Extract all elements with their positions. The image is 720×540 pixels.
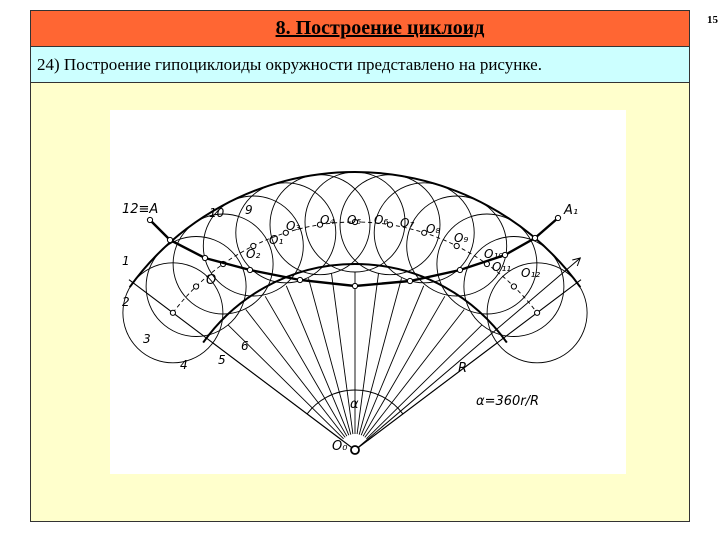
label-center-big: O₀ [332,439,348,454]
radial-ray [309,278,351,434]
label-mark-9: 9 [245,203,253,217]
center-point [170,310,175,315]
radius-line [355,258,580,450]
curve-point [352,283,357,288]
curve-point [532,235,537,240]
label-center-o3: O₃ [286,219,301,233]
label-center-o10: O₁₀ [484,247,504,261]
curve-point [202,255,207,260]
center-point [511,284,516,289]
label-center-o5: O₅ [347,213,362,227]
label-mark-6: 6 [241,339,249,353]
hypocycloid-drawing [110,110,626,474]
center-point [194,284,199,289]
label-center-o6: O₆ [374,213,389,227]
title-bar [31,11,689,47]
curve-point [147,217,152,222]
curve-point [247,267,252,272]
label-mark-1: 1 [122,254,130,268]
radial-ray [365,310,464,438]
label-center-o7: O₇ [400,216,415,230]
label-mark-3: 3 [143,332,151,346]
curve-point [457,267,462,272]
radial-ray [357,274,378,435]
label-center-o12: O₁₂ [521,266,541,280]
label-center-o4: O₄ [320,213,335,227]
label-mark-4: 4 [180,358,188,372]
hypocycloid-figure [110,110,626,474]
curve-point [167,237,172,242]
curve-point [502,252,507,257]
center-big-point [351,446,359,454]
label-mark-10: 10 [209,206,225,220]
radial-ray [359,278,401,434]
radial-ray [363,296,445,436]
label-center-o11: O₁₁ [492,260,512,274]
label-center-o2: O₂ [246,247,261,261]
label-point-a1: A₁ [564,203,579,218]
curve-point [297,277,302,282]
subtitle-bar [31,47,689,83]
label-formula: α=360r/R [476,394,540,409]
label-center-o9: O₉ [454,231,469,245]
curve-point [555,215,560,220]
label-mark-2: 2 [122,295,130,309]
label-center-o1: O₁ [269,233,284,247]
label-radius: R [458,361,468,376]
center-point [535,310,540,315]
radial-ray [246,310,345,438]
label-center-small: O [206,273,217,288]
curve-point [407,278,412,283]
label-mark-5: 5 [218,353,226,367]
label-angle: α [350,397,359,412]
slide-title: 8. Построение циклоид [275,17,485,39]
page-number: 15 [707,14,718,26]
slide-subtitle: 24) Построение гипоциклоиды окружности представлено на рисунке. [37,54,542,74]
label-center-o8: O₈ [426,222,441,236]
radial-ray [265,296,347,436]
label-point-a: 12≡A [122,202,159,217]
